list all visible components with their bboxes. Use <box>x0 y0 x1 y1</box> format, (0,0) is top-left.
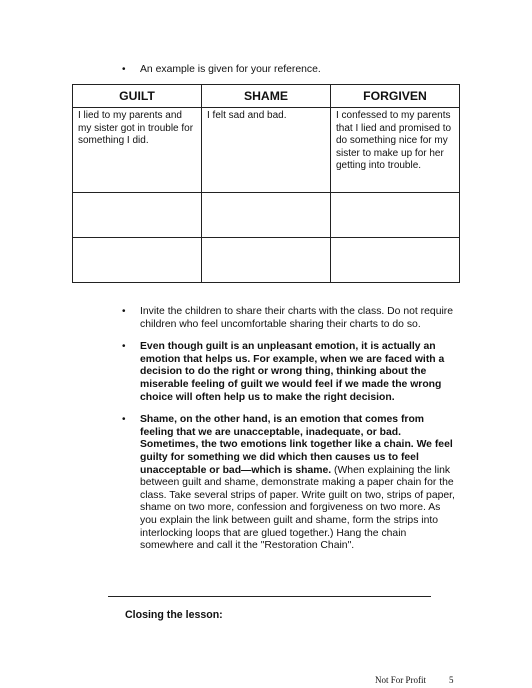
table-cell-guilt: I lied to my parents and my sister got in trouble for something I did. <box>73 108 202 193</box>
section-divider <box>108 596 431 597</box>
list-item-bold-text: Shame, on the other hand, is an emotion that comes from feeling that we are unacceptable, inadequate, or bad. Sometimes, the two emotions link together like a chain. We feel guilty for something we did which then causes us to feel unacceptable or bad—which is shame. <box>140 414 453 476</box>
instruction-list <box>122 306 458 563</box>
list-item <box>122 341 458 404</box>
table-cell-forgiven <box>331 238 460 283</box>
list-item-body <box>140 414 458 553</box>
table-row <box>73 238 460 283</box>
table-cell-shame <box>202 193 331 238</box>
list-item-text: (When explaining the link between guilt and shame, demonstrate making a paper chain for the class. Take several strips of paper. Write guilt on two, strips of paper, shame on two more, confession and forgiveness on two more. As you explain the link between guilt and shame, form the strips into interlocking loops that are glued together.) Hang the chain somewhere and call it the "Restoration Chain". <box>140 464 455 552</box>
list-item-text: Even though guilt is an unpleasant emotion, it is actually an emotion that helps us. For example, when we are faced with a decision to do the right or wrong thing, thinking about the miserable feeling of guilt we would feel if we made the wrong choice will often help us to make the right decision. <box>140 341 445 403</box>
table-row <box>73 193 460 238</box>
bullet-dot: • <box>122 306 126 317</box>
table-row <box>73 108 460 193</box>
header-shame: SHAME <box>202 85 331 108</box>
list-item <box>122 414 458 553</box>
footer-text: Not For Profit <box>375 675 427 685</box>
table-cell-shame: I felt sad and bad. <box>202 108 331 193</box>
table-cell-shame <box>202 238 331 283</box>
intro-bullet-text: An example is given for your reference. <box>140 64 321 75</box>
list-item <box>122 306 458 331</box>
table-cell-guilt <box>73 193 202 238</box>
list-item-text: Invite the children to share their charts with the class. Do not require children who feel uncomfortable sharing their charts to do so. <box>140 306 454 330</box>
intro-bullet <box>122 63 482 76</box>
header-guilt: GUILT <box>73 85 202 108</box>
bullet-dot: • <box>122 414 126 426</box>
table-cell-guilt <box>73 238 202 283</box>
table-cell-forgiven <box>331 193 460 238</box>
page-number: 5 <box>449 675 454 685</box>
guilt-shame-forgiven-table <box>72 84 460 283</box>
bullet-dot: • <box>122 341 126 353</box>
table-cell-forgiven: I confessed to my parents that I lied and promised to do something nice for my sister to make up for her getting into trouble. <box>331 108 460 193</box>
closing-heading: Closing the lesson: <box>125 609 223 621</box>
table-header-row <box>73 85 460 108</box>
bullet-dot: • <box>122 64 126 75</box>
header-forgiven: FORGIVEN <box>331 85 460 108</box>
